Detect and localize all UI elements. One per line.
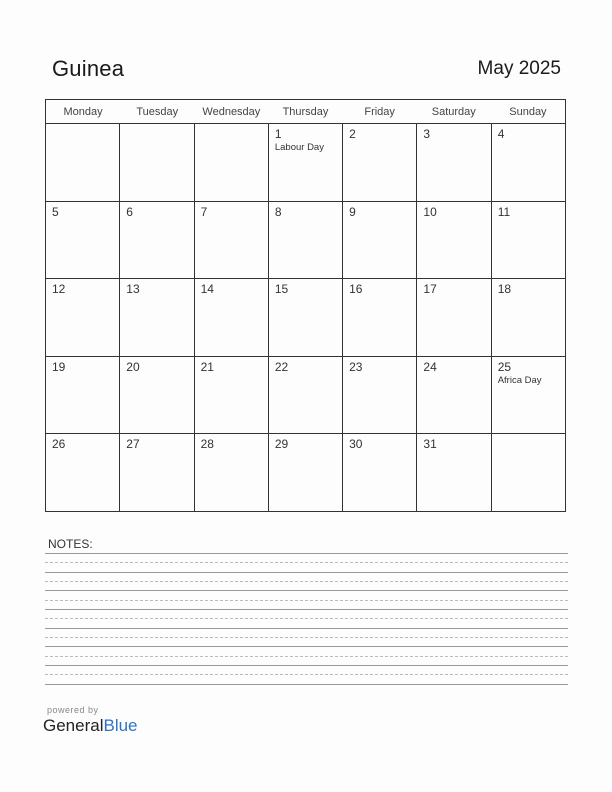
day-cell [269,124,343,202]
week-row [46,357,566,435]
day-cell [195,357,269,435]
weekday-header-row [46,100,566,124]
day-cell [343,279,417,357]
day-cell [492,202,566,280]
week-row [46,202,566,280]
weekday-header: Tuesday [120,100,194,124]
day-number: 15 [274,282,289,297]
day-cell [120,202,194,280]
day-cell [417,357,491,435]
note-line-guide [45,600,568,601]
day-cell [417,202,491,280]
day-number: 30 [349,437,363,452]
day-number: 3 [423,127,431,141]
day-cell [195,279,269,357]
month-year-title: May 2025 [477,58,561,79]
day-number: 13 [126,282,140,297]
day-number: 11 [497,204,511,219]
day-number: 20 [126,359,140,374]
day-cell [195,434,269,512]
day-number: 26 [52,437,66,452]
day-cell [120,434,194,512]
day-cell [492,279,566,357]
day-cell [46,434,120,512]
day-cell [269,279,343,357]
day-number: 4 [497,127,505,141]
note-line [45,665,568,666]
note-line-guide [45,674,568,675]
day-cell [269,357,343,435]
day-number: 7 [200,204,208,219]
day-cell [46,279,120,357]
week-row [46,124,566,202]
weekday-header: Sunday [491,100,566,124]
weekday-header: Saturday [417,100,491,124]
note-line [45,609,568,610]
week-row [46,279,566,357]
week-row [46,434,566,512]
note-line-guide [45,581,568,582]
day-cell [46,202,120,280]
day-number: 25 [497,359,512,374]
day-cell [343,124,417,202]
day-number: 19 [52,359,66,374]
day-number: 27 [126,437,140,452]
day-number: 22 [274,359,289,374]
day-number: 6 [126,204,133,219]
day-number: 17 [423,282,437,297]
day-cell [46,124,120,202]
brand-accent-text: Blue [103,716,138,735]
note-line-guide [45,656,568,657]
note-line [45,628,568,629]
day-cell [343,357,417,435]
day-number: 1 [274,127,282,141]
day-cell [417,124,491,202]
day-number: 31 [423,437,437,452]
day-cell [269,434,343,512]
day-cell [417,434,491,512]
day-cell [343,434,417,512]
note-line [45,646,568,647]
note-line [45,590,568,591]
day-number: 23 [349,359,363,374]
note-line [45,684,568,685]
day-number: 5 [52,204,59,219]
holiday-label: Labour Day [274,142,324,153]
generalblue-logo[interactable] [43,716,138,736]
calendar-grid [45,99,566,512]
note-line-guide [45,637,568,638]
day-cell [269,202,343,280]
day-number: 28 [200,437,214,452]
notes-label: NOTES: [48,537,93,551]
day-number: 8 [274,204,282,219]
day-cell [46,357,120,435]
day-number: 10 [423,204,437,219]
weekday-header: Monday [46,100,120,124]
day-cell [120,124,194,202]
day-cell [120,357,194,435]
day-cell [417,279,491,357]
day-number: 24 [423,359,437,374]
holiday-label: Africa Day [497,374,542,386]
brand-main-text: General [43,716,104,735]
day-cell [492,357,566,435]
note-line [45,572,568,573]
day-cell [120,279,194,357]
country-title: Guinea [52,56,125,81]
powered-by-label: powered by [47,705,99,715]
day-number: 12 [52,282,66,297]
note-line-guide [45,562,568,563]
day-number: 16 [349,282,363,297]
day-number: 29 [274,437,289,452]
day-cell [195,124,269,202]
weekday-header: Wednesday [194,100,268,124]
day-cell [492,434,566,512]
day-number: 21 [200,359,214,374]
day-cell [195,202,269,280]
note-line [45,553,568,554]
note-line-guide [45,618,568,619]
day-number: 9 [349,204,356,219]
day-cell [343,202,417,280]
weekday-header: Thursday [268,100,342,124]
day-number: 14 [200,282,214,297]
weekday-header: Friday [343,100,417,124]
day-cell [492,124,566,202]
calendar-weeks [46,124,566,512]
day-number: 2 [349,127,356,141]
day-number: 18 [497,282,512,297]
